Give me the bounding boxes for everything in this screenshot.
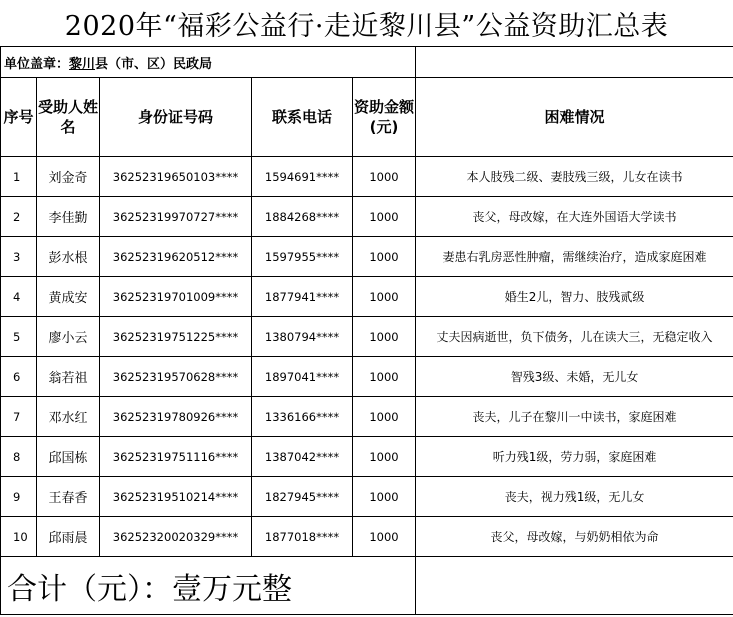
cell-amount[interactable]: 1000 <box>353 397 416 437</box>
cell-id[interactable]: 36252319751116**** <box>100 437 252 477</box>
cell-amount[interactable]: 1000 <box>353 357 416 397</box>
header-amount[interactable]: 资助金额(元) <box>353 78 416 157</box>
cell-seq[interactable]: 8 <box>1 437 37 477</box>
cell-id[interactable]: 36252319620512**** <box>100 237 252 277</box>
header-seq[interactable]: 序号 <box>1 78 37 157</box>
cell-seq[interactable]: 4 <box>1 277 37 317</box>
table-row <box>1 477 733 517</box>
table-row <box>1 197 733 237</box>
table-row <box>1 277 733 317</box>
table-row <box>1 237 733 277</box>
cell-difficulty[interactable]: 丧夫，视力残1级，无儿女 <box>416 477 733 517</box>
cell-amount[interactable]: 1000 <box>353 237 416 277</box>
table-row <box>1 437 733 477</box>
cell-difficulty[interactable]: 丧父，母改嫁，在大连外国语大学读书 <box>416 197 733 237</box>
cell-amount[interactable]: 1000 <box>353 277 416 317</box>
cell-name[interactable]: 邓水红 <box>37 397 100 437</box>
table-row <box>1 157 733 197</box>
cell-name[interactable]: 刘金奇 <box>37 157 100 197</box>
cell-name[interactable]: 邱国栋 <box>37 437 100 477</box>
unit-stamp-cell[interactable] <box>1 47 416 78</box>
total-blank-cell[interactable] <box>416 557 733 615</box>
unit-label: 单位盖章： <box>4 56 70 72</box>
cell-name[interactable]: 李佳勤 <box>37 197 100 237</box>
cell-amount[interactable]: 1000 <box>353 477 416 517</box>
cell-phone[interactable]: 1897041**** <box>252 357 353 397</box>
cell-name[interactable]: 王春香 <box>37 477 100 517</box>
cell-seq[interactable]: 6 <box>1 357 37 397</box>
cell-name[interactable]: 邱雨晨 <box>37 517 100 557</box>
cell-difficulty[interactable]: 听力残1级，劳力弱，家庭困难 <box>416 437 733 477</box>
cell-amount[interactable]: 1000 <box>353 157 416 197</box>
total-row <box>1 557 733 615</box>
header-name[interactable]: 受助人姓名 <box>37 78 100 157</box>
cell-name[interactable]: 廖小云 <box>37 317 100 357</box>
header-difficulty[interactable]: 困难情况 <box>416 78 733 157</box>
cell-id[interactable]: 36252319780926**** <box>100 397 252 437</box>
cell-seq[interactable]: 3 <box>1 237 37 277</box>
cell-id[interactable]: 36252319510214**** <box>100 477 252 517</box>
cell-difficulty[interactable]: 本人肢残二级、妻肢残三级，儿女在读书 <box>416 157 733 197</box>
cell-seq[interactable]: 7 <box>1 397 37 437</box>
cell-amount[interactable]: 1000 <box>353 317 416 357</box>
cell-difficulty[interactable]: 婚生2儿，智力、肢残贰级 <box>416 277 733 317</box>
cell-phone[interactable]: 1827945**** <box>252 477 353 517</box>
cell-difficulty[interactable]: 丈夫因病逝世，负下债务，儿在读大三，无稳定收入 <box>416 317 733 357</box>
cell-seq[interactable]: 10 <box>1 517 37 557</box>
cell-phone[interactable]: 1877941**** <box>252 277 353 317</box>
unit-row <box>1 47 733 78</box>
cell-seq[interactable]: 5 <box>1 317 37 357</box>
cell-id[interactable]: 36252319751225**** <box>100 317 252 357</box>
cell-phone[interactable]: 1387042**** <box>252 437 353 477</box>
cell-id[interactable]: 36252319570628**** <box>100 357 252 397</box>
cell-amount[interactable]: 1000 <box>353 197 416 237</box>
cell-difficulty[interactable]: 妻患右乳房恶性肿瘤，需继续治疗，造成家庭困难 <box>416 237 733 277</box>
total-label[interactable]: 合计（元）：壹万元整 <box>1 557 416 615</box>
sheet-title: 2020年“福彩公益行·走近黎川县”公益资助汇总表 <box>64 10 669 42</box>
unit-name: 黎川 <box>69 56 96 72</box>
cell-name[interactable]: 黄成安 <box>37 277 100 317</box>
table-row <box>1 397 733 437</box>
cell-seq[interactable]: 9 <box>1 477 37 517</box>
funding-table <box>0 46 733 615</box>
cell-amount[interactable]: 1000 <box>353 437 416 477</box>
cell-id[interactable]: 36252319970727**** <box>100 197 252 237</box>
header-row <box>1 78 733 157</box>
unit-blank-cell[interactable] <box>416 47 733 78</box>
cell-id[interactable]: 36252319650103**** <box>100 157 252 197</box>
cell-name[interactable]: 彭水根 <box>37 237 100 277</box>
cell-phone[interactable]: 1884268**** <box>252 197 353 237</box>
header-phone[interactable]: 联系电话 <box>252 78 353 157</box>
table-row <box>1 357 733 397</box>
cell-difficulty[interactable]: 丧夫，儿子在黎川一中读书，家庭困难 <box>416 397 733 437</box>
cell-amount[interactable]: 1000 <box>353 517 416 557</box>
cell-phone[interactable]: 1336166**** <box>252 397 353 437</box>
cell-seq[interactable]: 2 <box>1 197 37 237</box>
header-id[interactable]: 身份证号码 <box>100 78 252 157</box>
cell-name[interactable]: 翁若祖 <box>37 357 100 397</box>
cell-seq[interactable]: 1 <box>1 157 37 197</box>
table-row <box>1 317 733 357</box>
cell-phone[interactable]: 1597955**** <box>252 237 353 277</box>
cell-phone[interactable]: 1594691**** <box>252 157 353 197</box>
cell-phone[interactable]: 1877018**** <box>252 517 353 557</box>
cell-id[interactable]: 36252319701009**** <box>100 277 252 317</box>
cell-difficulty[interactable]: 丧父，母改嫁，与奶奶相依为命 <box>416 517 733 557</box>
cell-phone[interactable]: 1380794**** <box>252 317 353 357</box>
unit-suffix: 县（市、区）民政局 <box>95 56 213 72</box>
table-row <box>1 517 733 557</box>
cell-id[interactable]: 36252320020329**** <box>100 517 252 557</box>
cell-difficulty[interactable]: 智残3级、未婚，无儿女 <box>416 357 733 397</box>
